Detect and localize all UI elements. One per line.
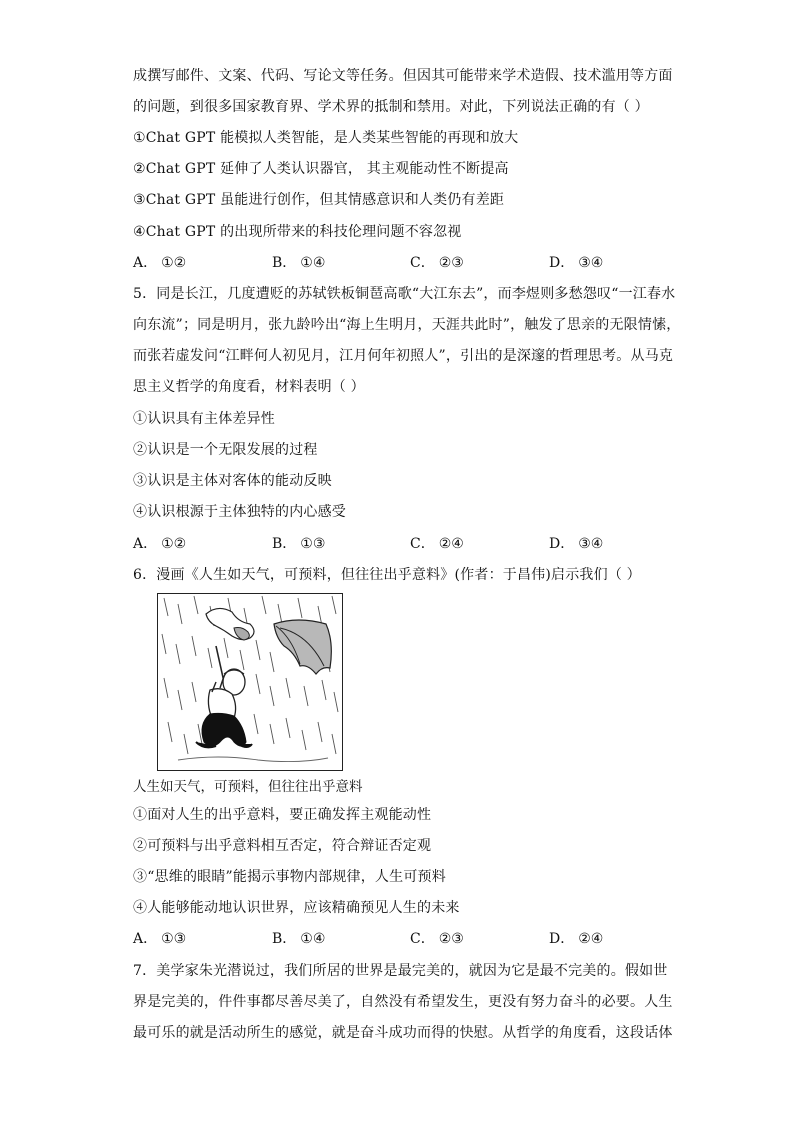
q6-statement-3: ③“思维的眼睛”能揭示事物内部规律，人生可预料 [133,869,446,885]
option-value: ②③ [438,931,464,947]
running-man [196,646,252,747]
option-value: ①④ [300,255,326,271]
q4-stem-line-2: 的问题，到很多国家教育界、学术界的抵制和禁用。对此，下列说法正确的有（ ） [133,99,649,115]
q5-option-b[interactable] [272,534,325,554]
q5-stem-line-1: 5．同是长江，几度遭贬的苏轼铁板铜琶高歌“大江东去”，而李煜则多愁怨叹“一江春水 [133,286,676,302]
blown-umbrella [274,620,331,674]
q6-option-c[interactable] [410,929,464,949]
q7-stem-line-2: 界是完美的，件件事都尽善尽美了，自然没有希望发生，更没有努力奋斗的必要。人生 [133,994,673,1010]
q4-option-a[interactable] [133,253,186,273]
option-label: C． [410,255,435,271]
q6-statement-4: ④人能够能动地认识世界，应该精确预见人生的未来 [133,900,460,916]
q4-options [133,253,668,273]
option-value: ②④ [578,931,604,947]
option-value: ②④ [438,536,464,552]
q6-option-a[interactable] [133,929,186,949]
option-value: ①② [161,255,187,271]
option-label: D． [549,536,575,552]
option-value: ①③ [161,931,187,947]
rain-streaks [162,596,338,754]
q7-stem-line-3: 最可乐的就是活动所生的感觉，就是奋斗成功而得的快慰。从哲学的角度看，这段话体 [133,1025,673,1041]
q6-statement-2: ②可预料与出乎意料相互否定，符合辩证否定观 [133,838,432,854]
ground-line [178,757,328,762]
q6-stem: 6．漫画《人生如天气，可预料，但往往出乎意料》(作者：于昌伟)启示我们（ ） [133,567,641,583]
q4-statement-2: ②Chat GPT 延伸了人类认识器官， 其主观能动性不断提高 [133,161,509,177]
option-label: A． [133,255,158,271]
q7-stem-line-1: 7．美学家朱光潜说过，我们所居的世界是最完美的，就因为它是最不完美的。假如世 [133,963,668,979]
option-value: ③④ [578,536,604,552]
option-label: D． [549,931,575,947]
option-label: B． [272,931,297,947]
option-label: C． [410,536,435,552]
q6-statement-1: ①面对人生的出乎意料，要正确发挥主观能动性 [133,807,432,823]
q5-statement-2: ②认识是一个无限发展的过程 [133,442,318,458]
option-value: ②③ [438,255,464,271]
cartoon-image [157,593,343,771]
option-label: A． [133,931,158,947]
option-label: B． [272,255,297,271]
rain-cartoon-drawing [158,594,341,769]
q5-statement-1: ①认识具有主体差异性 [133,411,275,427]
option-label: C． [410,931,435,947]
q5-statement-4: ④认识根源于主体独特的内心感受 [133,504,346,520]
option-label: D． [549,255,575,271]
q4-option-c[interactable] [410,253,464,273]
q4-statement-4: ④Chat GPT 的出现所带来的科技伦理问题不容忽视 [133,224,462,240]
q4-statement-3: ③Chat GPT 虽能进行创作，但其情感意识和人类仍有差距 [133,192,505,208]
option-value: ③④ [578,255,604,271]
q4-statement-1: ①Chat GPT 能模拟人类智能，是人类某些智能的再现和放大 [133,130,519,146]
q4-option-b[interactable] [272,253,325,273]
q5-option-d[interactable] [549,534,603,554]
cloud-shape [206,608,254,640]
q4-stem-line-1: 成撰写邮件、文案、代码、写论文等任务。但因其可能带来学术造假、技术滥用等方面 [133,68,673,84]
q6-option-d[interactable] [549,929,603,949]
q5-statement-3: ③认识是主体对客体的能动反映 [133,473,332,489]
option-value: ①③ [300,536,326,552]
q5-stem-line-2: 向东流”；同是明月，张九龄吟出“海上生明月，天涯共此时”，触发了思亲的无限情愫， [133,317,681,333]
option-value: ①② [161,536,187,552]
cartoon-caption: 人生如天气，可预料，但往往出乎意料 [133,779,363,795]
option-label: B． [272,536,297,552]
q5-stem-line-4: 思主义哲学的角度看，材料表明（ ） [133,379,365,395]
q5-stem-line-3: 而张若虚发问“江畔何人初见月，江月何年初照人”，引出的是深邃的哲理思考。从马克 [133,348,674,364]
option-label: A． [133,536,158,552]
option-value: ①④ [300,931,326,947]
q6-option-b[interactable] [272,929,325,949]
q4-option-d[interactable] [549,253,603,273]
q6-options [133,929,668,949]
q5-option-a[interactable] [133,534,186,554]
q5-options [133,534,668,554]
q5-option-c[interactable] [410,534,464,554]
